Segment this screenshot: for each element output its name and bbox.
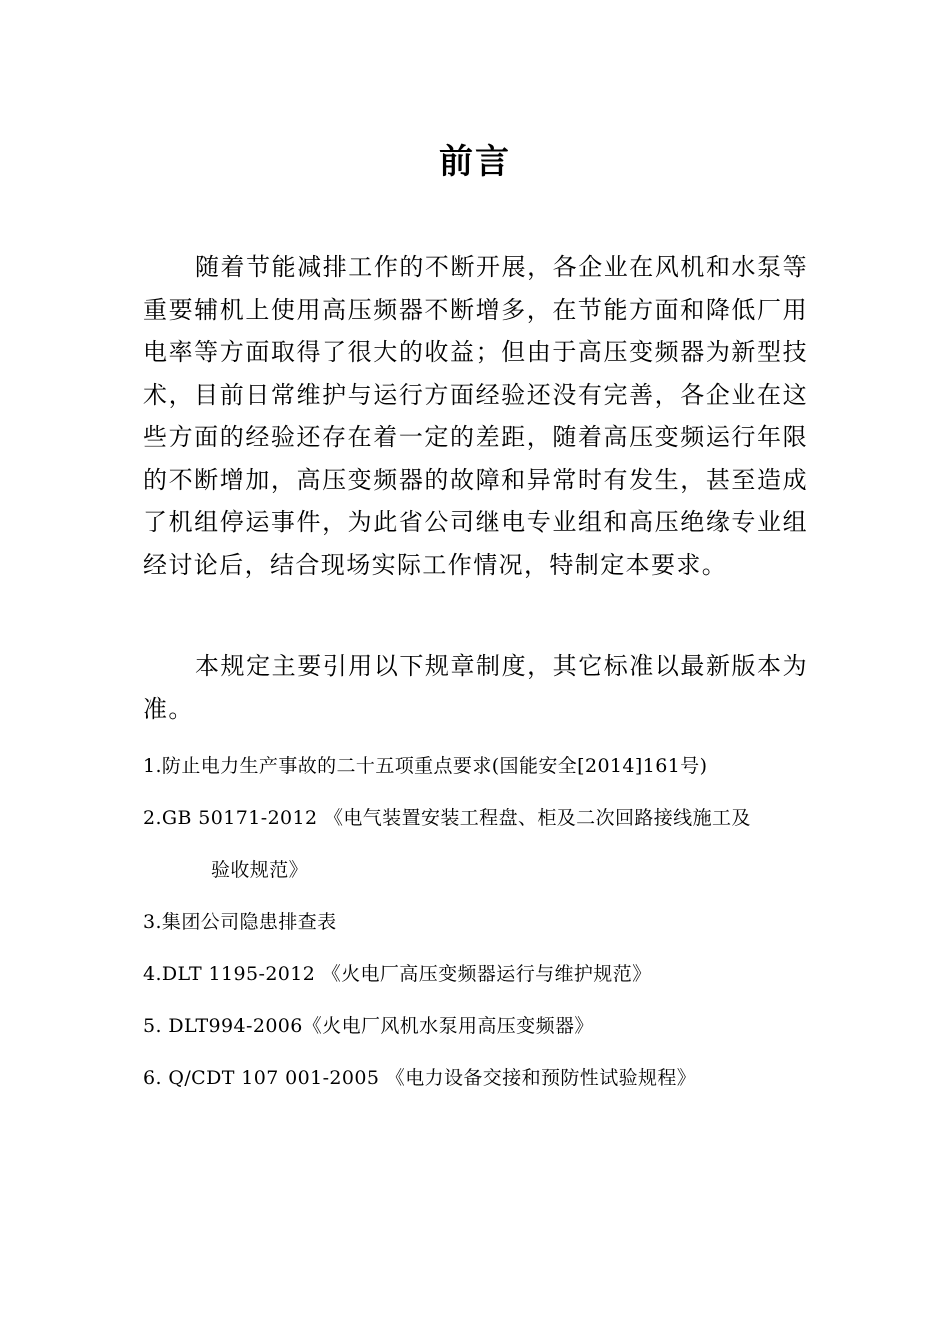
reference-item [143, 956, 813, 1008]
reference-continuation: 验收规范》 [211, 859, 309, 881]
scope-paragraph: 本规定主要引用以下规章制度，其它标准以最新版本为准。 [143, 652, 808, 723]
reference-item [143, 1060, 813, 1112]
reference-item [143, 748, 813, 800]
reference-text: 5. DLT994-2006《火电厂风机水泵用高压变频器》 [143, 1015, 594, 1037]
reference-text: 4.DLT 1195-2012 《火电厂高压变频器运行与维护规范》 [143, 963, 652, 985]
reference-list [143, 748, 813, 1112]
reference-text: 6. Q/CDT 107 001-2005 《电力设备交接和预防性试验规程》 [143, 1067, 697, 1089]
reference-item [143, 1008, 813, 1060]
reference-text: 1.防止电力生产事故的二十五项重点要求(国能安全[2014]161号) [143, 755, 708, 777]
intro-paragraph: 随着节能减排工作的不断开展，各企业在风机和水泵等重要辅机上使用高压频器不断增多，在节能方面和降低厂用电率等方面取得了很大的收益；但由于高压变频器为新型技术，目前日常维护与运行方面经验还没有完善，各企业在这些方面的经验还存在着一定的差距，随着高压变频运行年限的不断增加，高压变频器的故障和异常时有发生，甚至造成了机组停运事件，为此省公司继电专业组和高压绝缘专业组经讨论后，结合现场实际工作情况，特制定本要求。 [143, 253, 808, 579]
page-title: 前言 [439, 142, 511, 182]
reference-text: 3.集团公司隐患排查表 [143, 911, 337, 933]
reference-text: 2.GB 50171-2012 《电气装置安装工程盘、柜及二次回路接线施工及 [143, 807, 751, 829]
reference-item [143, 904, 813, 956]
reference-item [143, 800, 813, 904]
